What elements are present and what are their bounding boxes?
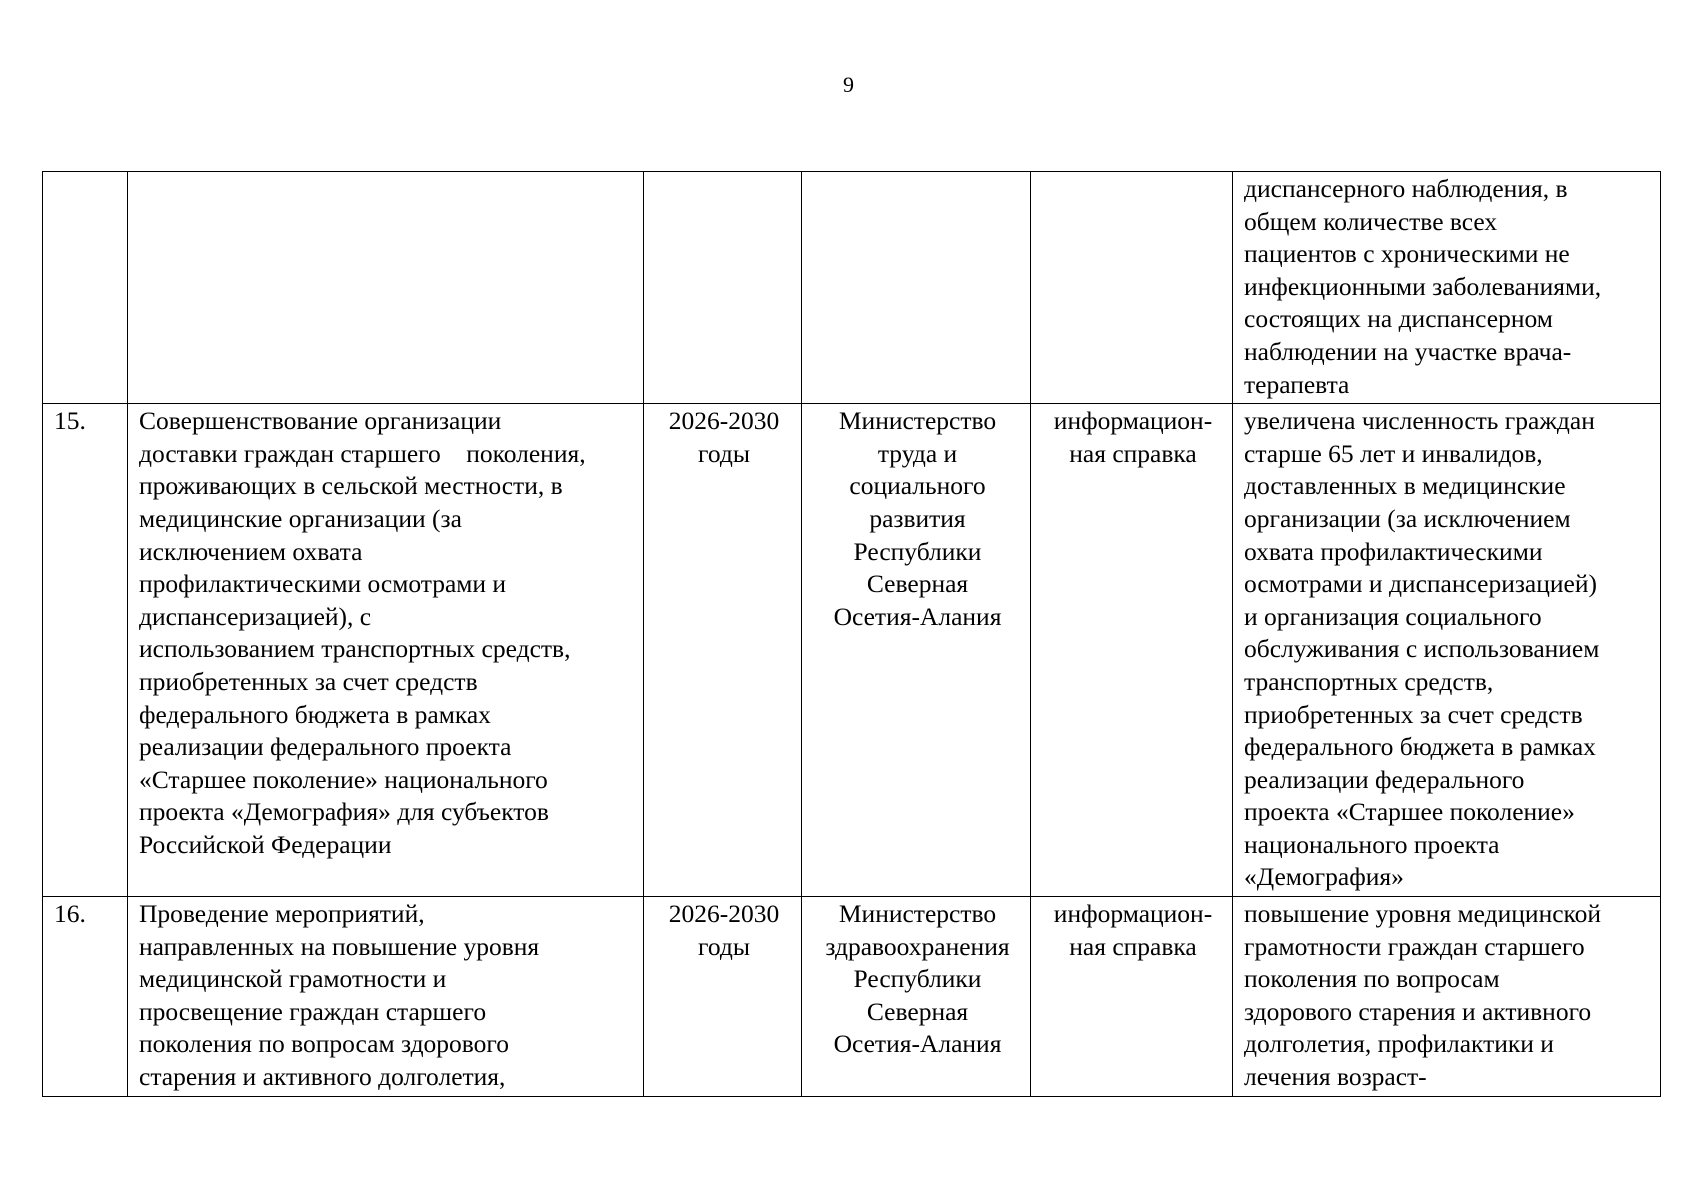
- name-line: реализации федерального проекта: [139, 732, 512, 762]
- result-line: транспортных средств,: [1244, 666, 1494, 696]
- table-row: [43, 897, 1661, 1097]
- result-line: и организация социального: [1244, 601, 1542, 631]
- executor-line: труда и: [877, 438, 958, 468]
- result-line: инфекционными заболеваниями,: [1244, 271, 1602, 301]
- name-line: просвещение граждан старшего: [139, 996, 487, 1026]
- name-line: доставки граждан старшего поколения,: [139, 438, 586, 468]
- result-line: национального проекта: [1244, 829, 1500, 859]
- executor-line: Осетия-Алания: [833, 601, 1002, 631]
- result-line: повышение уровня медицинской: [1244, 899, 1602, 929]
- result-line: старше 65 лет и инвалидов,: [1244, 438, 1543, 468]
- result-cell: [1233, 172, 1661, 404]
- result-line: осмотрами и диспансеризацией): [1244, 569, 1597, 599]
- row-number-cell: 16.: [43, 897, 128, 1097]
- result-line: «Демография»: [1244, 862, 1404, 892]
- result-line: федерального бюджета в рамках: [1244, 732, 1596, 762]
- result-line: здорового старения и активного: [1244, 996, 1592, 1026]
- page-number: 9: [843, 72, 854, 97]
- measures-table: [42, 171, 1661, 1097]
- executor-cell: [802, 404, 1031, 897]
- name-line: приобретенных за счет средств: [139, 666, 478, 696]
- executor-line: Министерство: [838, 899, 997, 929]
- result-line: наблюдении на участке врача-: [1244, 336, 1572, 366]
- executor-line: Министерство: [838, 406, 997, 436]
- executor-line: здравоохранения: [825, 931, 1010, 961]
- executor-line: Осетия-Алания: [833, 1029, 1002, 1059]
- name-line: исключением охвата: [139, 536, 363, 566]
- document-line: информацион-: [1053, 406, 1213, 436]
- result-line: охвата профилактическими: [1244, 536, 1543, 566]
- name-line: Проведение мероприятий,: [139, 899, 425, 929]
- result-line: поколения по вопросам: [1244, 964, 1500, 994]
- result-line: проекта «Старшее поколение»: [1244, 797, 1575, 827]
- term-cell: [644, 897, 802, 1097]
- document-cell: [1031, 404, 1233, 897]
- row-number-cell: 15.: [43, 404, 128, 897]
- name-line: медицинские организации (за: [139, 503, 462, 533]
- result-line: увеличена численность граждан: [1244, 406, 1595, 436]
- measure-name-cell: [128, 172, 644, 404]
- document-line: ная справка: [1069, 931, 1197, 961]
- term-line: годы: [698, 931, 750, 961]
- executor-line: Республики: [853, 536, 982, 566]
- executor-cell: [802, 172, 1031, 404]
- name-line: использованием транспортных средств,: [139, 634, 571, 664]
- result-line: долголетия, профилактики и: [1244, 1029, 1554, 1059]
- document-line: ная справка: [1069, 438, 1197, 468]
- measure-name-cell: [128, 897, 644, 1097]
- result-line: диспансерного наблюдения, в: [1244, 174, 1568, 203]
- document-line: информацион-: [1053, 899, 1213, 929]
- result-line: общем количестве всех: [1244, 206, 1498, 236]
- name-line: диспансеризацией), с: [139, 601, 372, 631]
- name-line: «Старшее поколение» национального: [139, 764, 548, 794]
- result-line: состоящих на диспансерном: [1244, 304, 1553, 334]
- result-cell: [1233, 897, 1661, 1097]
- name-line: поколения по вопросам здорового: [139, 1029, 509, 1059]
- document-cell: [1031, 172, 1233, 404]
- name-line: старения и активного долголетия,: [139, 1062, 506, 1092]
- result-line: грамотности граждан старшего: [1244, 931, 1585, 961]
- term-cell: [644, 404, 802, 897]
- name-line: направленных на повышение уровня: [139, 931, 540, 961]
- result-line: доставленных в медицинские: [1244, 471, 1566, 501]
- document-cell: [1031, 897, 1233, 1097]
- name-line: профилактическими осмотрами и: [139, 569, 507, 599]
- row-number-cell: [43, 172, 128, 404]
- result-line: пациентов с хроническими не: [1244, 239, 1570, 269]
- measure-name-cell: [128, 404, 644, 897]
- term-line: 2026-2030: [668, 899, 780, 929]
- executor-line: Северная: [866, 569, 969, 599]
- executor-cell: [802, 897, 1031, 1097]
- executor-line: Республики: [853, 964, 982, 994]
- table-row: [43, 172, 1661, 404]
- term-line: годы: [698, 438, 750, 468]
- result-line: реализации федерального: [1244, 764, 1525, 794]
- executor-line: развития: [869, 503, 966, 533]
- executor-line: социального: [849, 471, 986, 501]
- name-line: федерального бюджета в рамках: [139, 699, 491, 729]
- name-line: Совершенствование организации: [139, 406, 502, 436]
- name-line: Российской Федерации: [139, 829, 392, 859]
- result-line: обслуживания с использованием: [1244, 634, 1600, 664]
- name-line: проекта «Демография» для субъектов: [139, 797, 549, 827]
- result-line: терапевта: [1244, 369, 1350, 399]
- result-line: лечения возраст-: [1244, 1062, 1427, 1092]
- name-line: медицинской грамотности и: [139, 964, 447, 994]
- executor-line: Северная: [866, 996, 969, 1026]
- result-line: организации (за исключением: [1244, 503, 1571, 533]
- table-row: [43, 404, 1661, 897]
- term-cell: [644, 172, 802, 404]
- result-cell: [1233, 404, 1661, 897]
- result-line: приобретенных за счет средств: [1244, 699, 1583, 729]
- term-line: 2026-2030: [668, 406, 780, 436]
- name-line: проживающих в сельской местности, в: [139, 471, 563, 501]
